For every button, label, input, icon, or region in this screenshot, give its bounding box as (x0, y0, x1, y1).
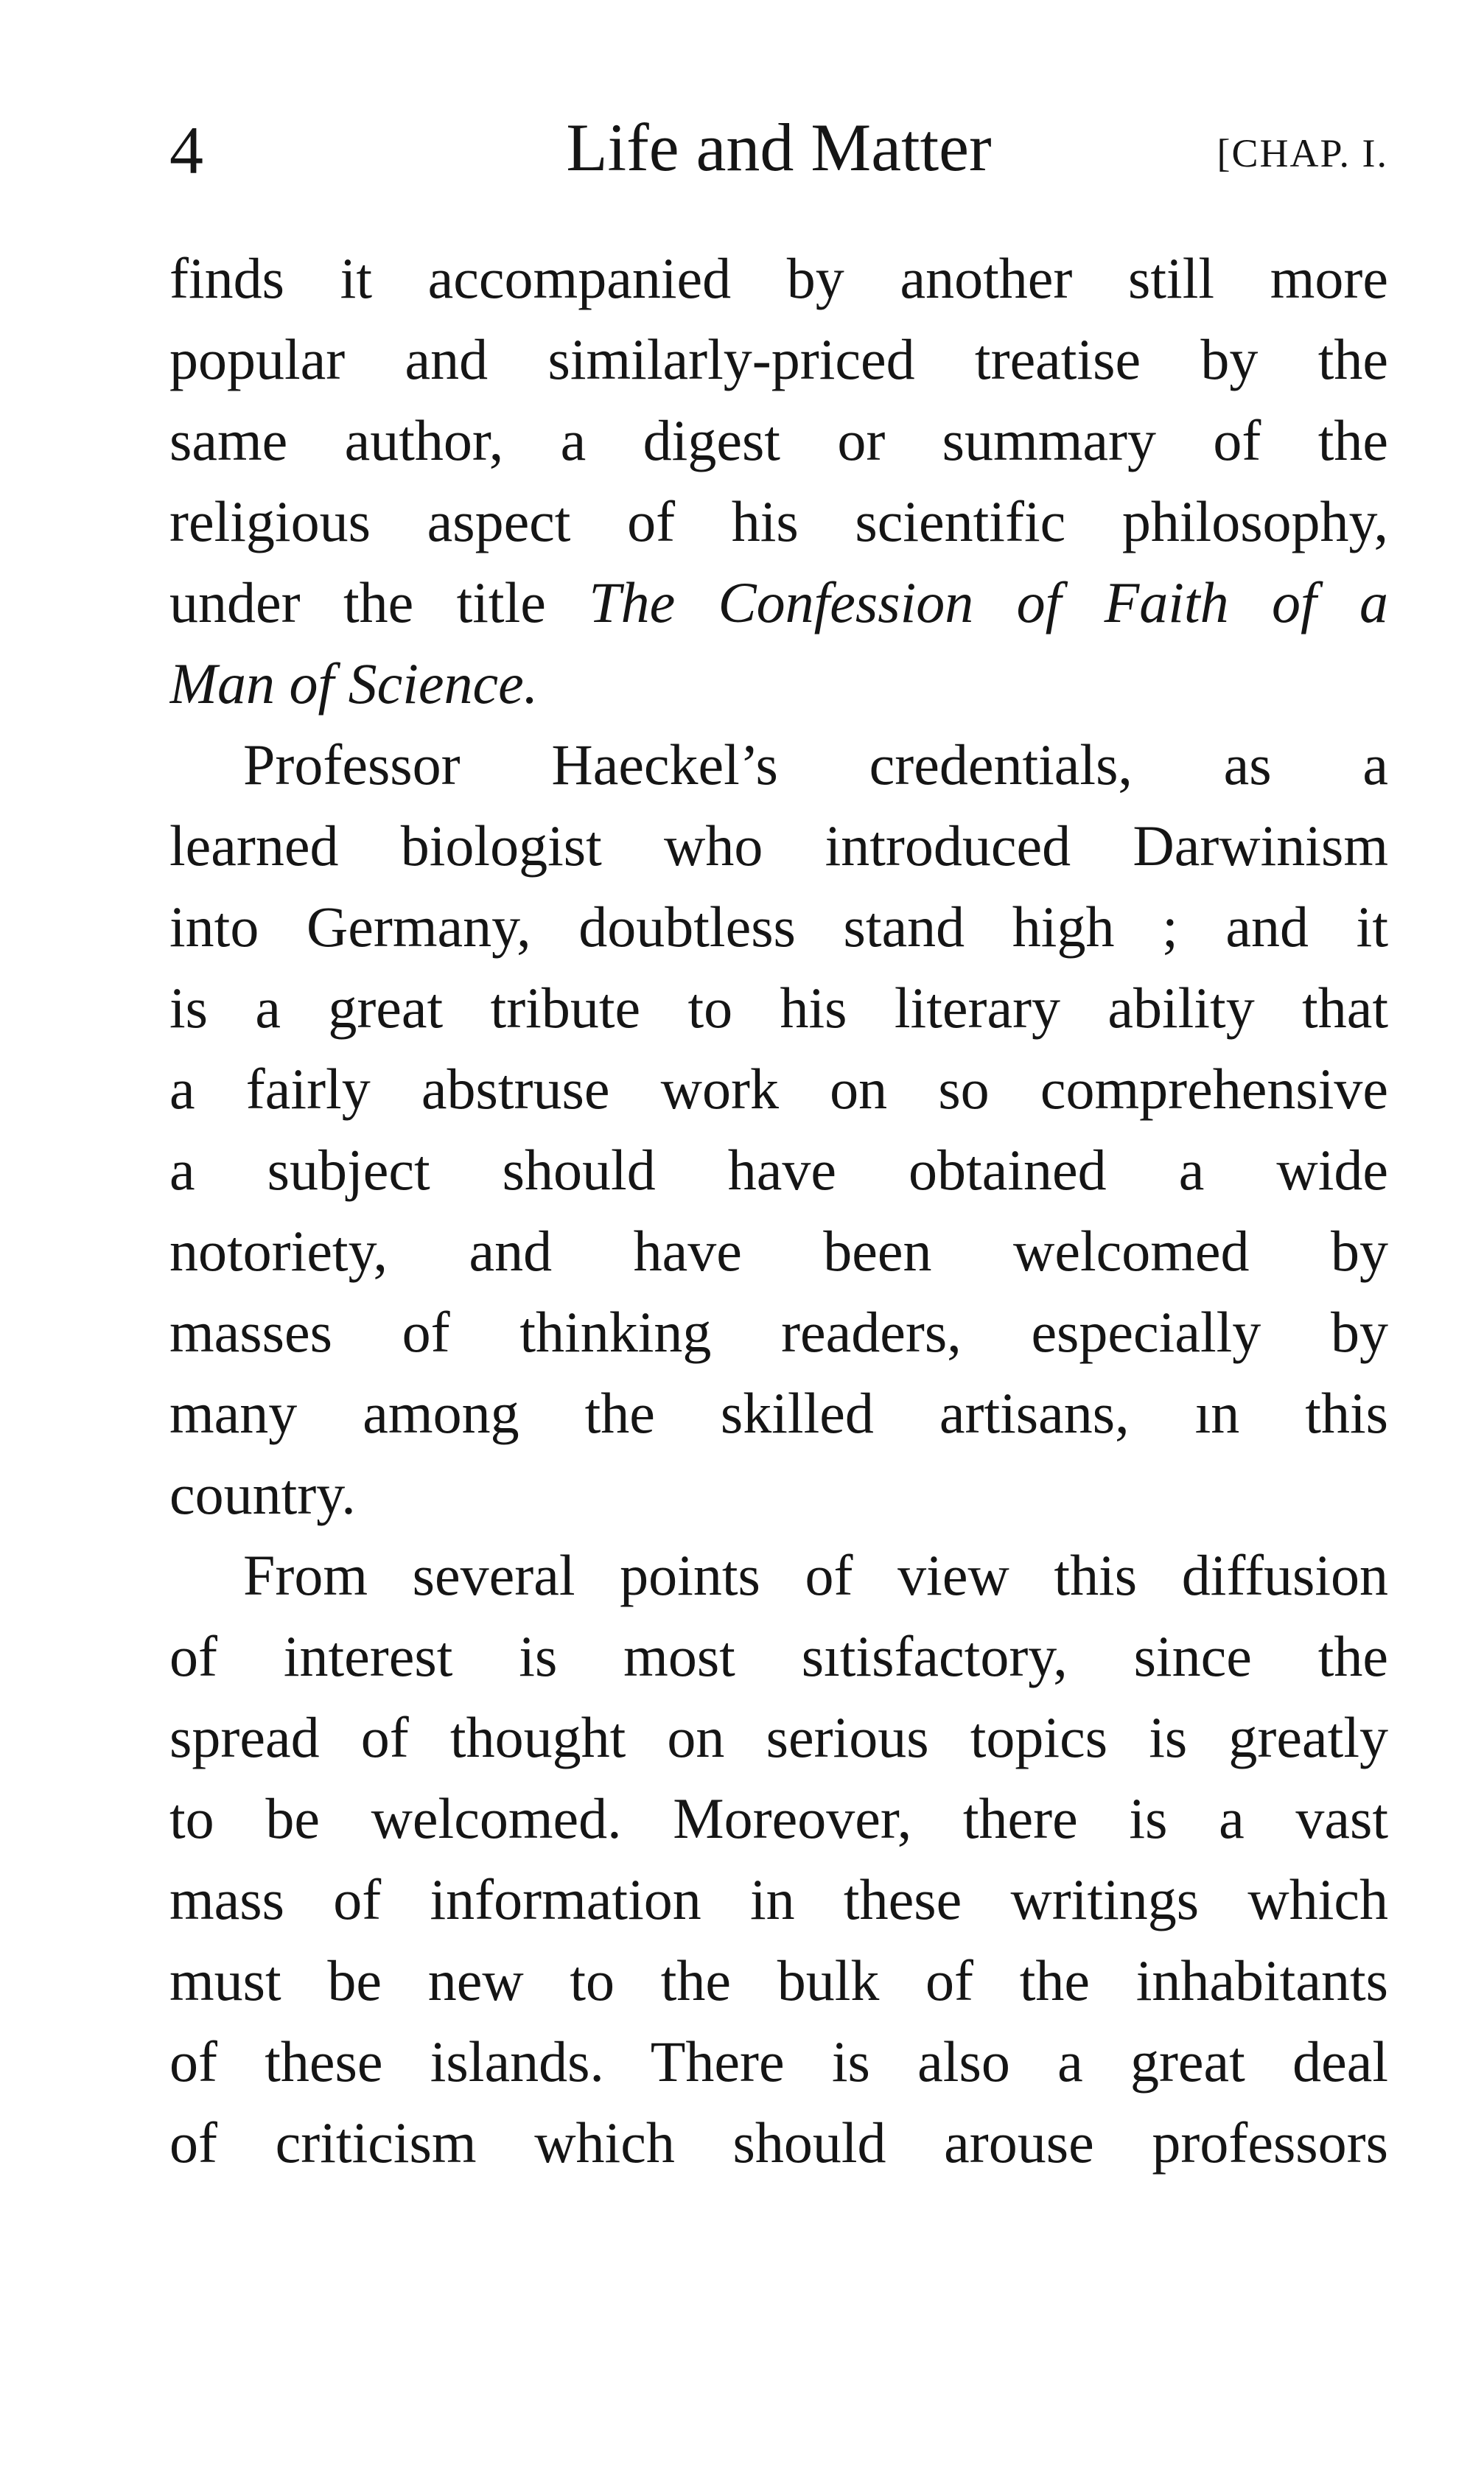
text-line: of these islands. There is also a great deal (169, 2029, 1388, 2094)
text-fragment: under the title (169, 570, 589, 634)
text-line: mass of information in these writings which (169, 1867, 1388, 1931)
text-line: a subject should have obtained a wide (169, 1138, 1388, 1202)
text-line: of interest is most sıtisfactory, since the (169, 1624, 1388, 1688)
text-line: From several points of view this diffusion (243, 1543, 1388, 1607)
text-line: same author, a digest or summary of the (169, 408, 1388, 472)
body-text (169, 238, 1388, 2183)
text-line: popular and similarly-priced treatise by the (169, 327, 1388, 391)
text-line: into Germany, doubtless stand high ; and it (169, 895, 1388, 959)
text-line: notoriety, and have been welcomed by (169, 1219, 1388, 1283)
text-line: learned biologist who introduced Darwinism (169, 814, 1388, 878)
text-line: masses of thinking readers, especially by (169, 1300, 1388, 1364)
text-line: religious aspect of his scientific philosophy, (169, 489, 1388, 553)
text-line: spread of thought on serious topics is greatly (169, 1705, 1388, 1769)
text-line: to be welcomed. Moreover, there is a vast (169, 1786, 1388, 1850)
paragraph-2 (169, 724, 1388, 1535)
paragraph-3 (169, 1535, 1388, 2183)
text-line: is a great tribute to his literary ability that (169, 976, 1388, 1040)
running-head (169, 103, 1388, 192)
text-line: finds it accompanied by another still more (169, 246, 1388, 310)
text-line: must be new to the bulk of the inhabitants (169, 1948, 1388, 2012)
running-title: Life and Matter (566, 110, 992, 185)
book-title-italic: Man of Science. (169, 651, 539, 716)
text-line: country. (169, 1462, 356, 1526)
page-number: 4 (169, 113, 203, 188)
chapter-mark: [CHAP. I. (1217, 131, 1388, 175)
book-title-italic: The Confession of Faith of a (589, 570, 1388, 634)
text-line: many among the skilled artisans, ın this (169, 1381, 1388, 1445)
text-line: Professor Haeckel’s credentials, as a (243, 732, 1388, 797)
text-line: a fairly abstruse work on so comprehensive (169, 1057, 1388, 1121)
text-line: of criticism which should arouse professors (169, 2110, 1388, 2175)
paragraph-1 (169, 238, 1388, 724)
text-line (169, 562, 1388, 643)
